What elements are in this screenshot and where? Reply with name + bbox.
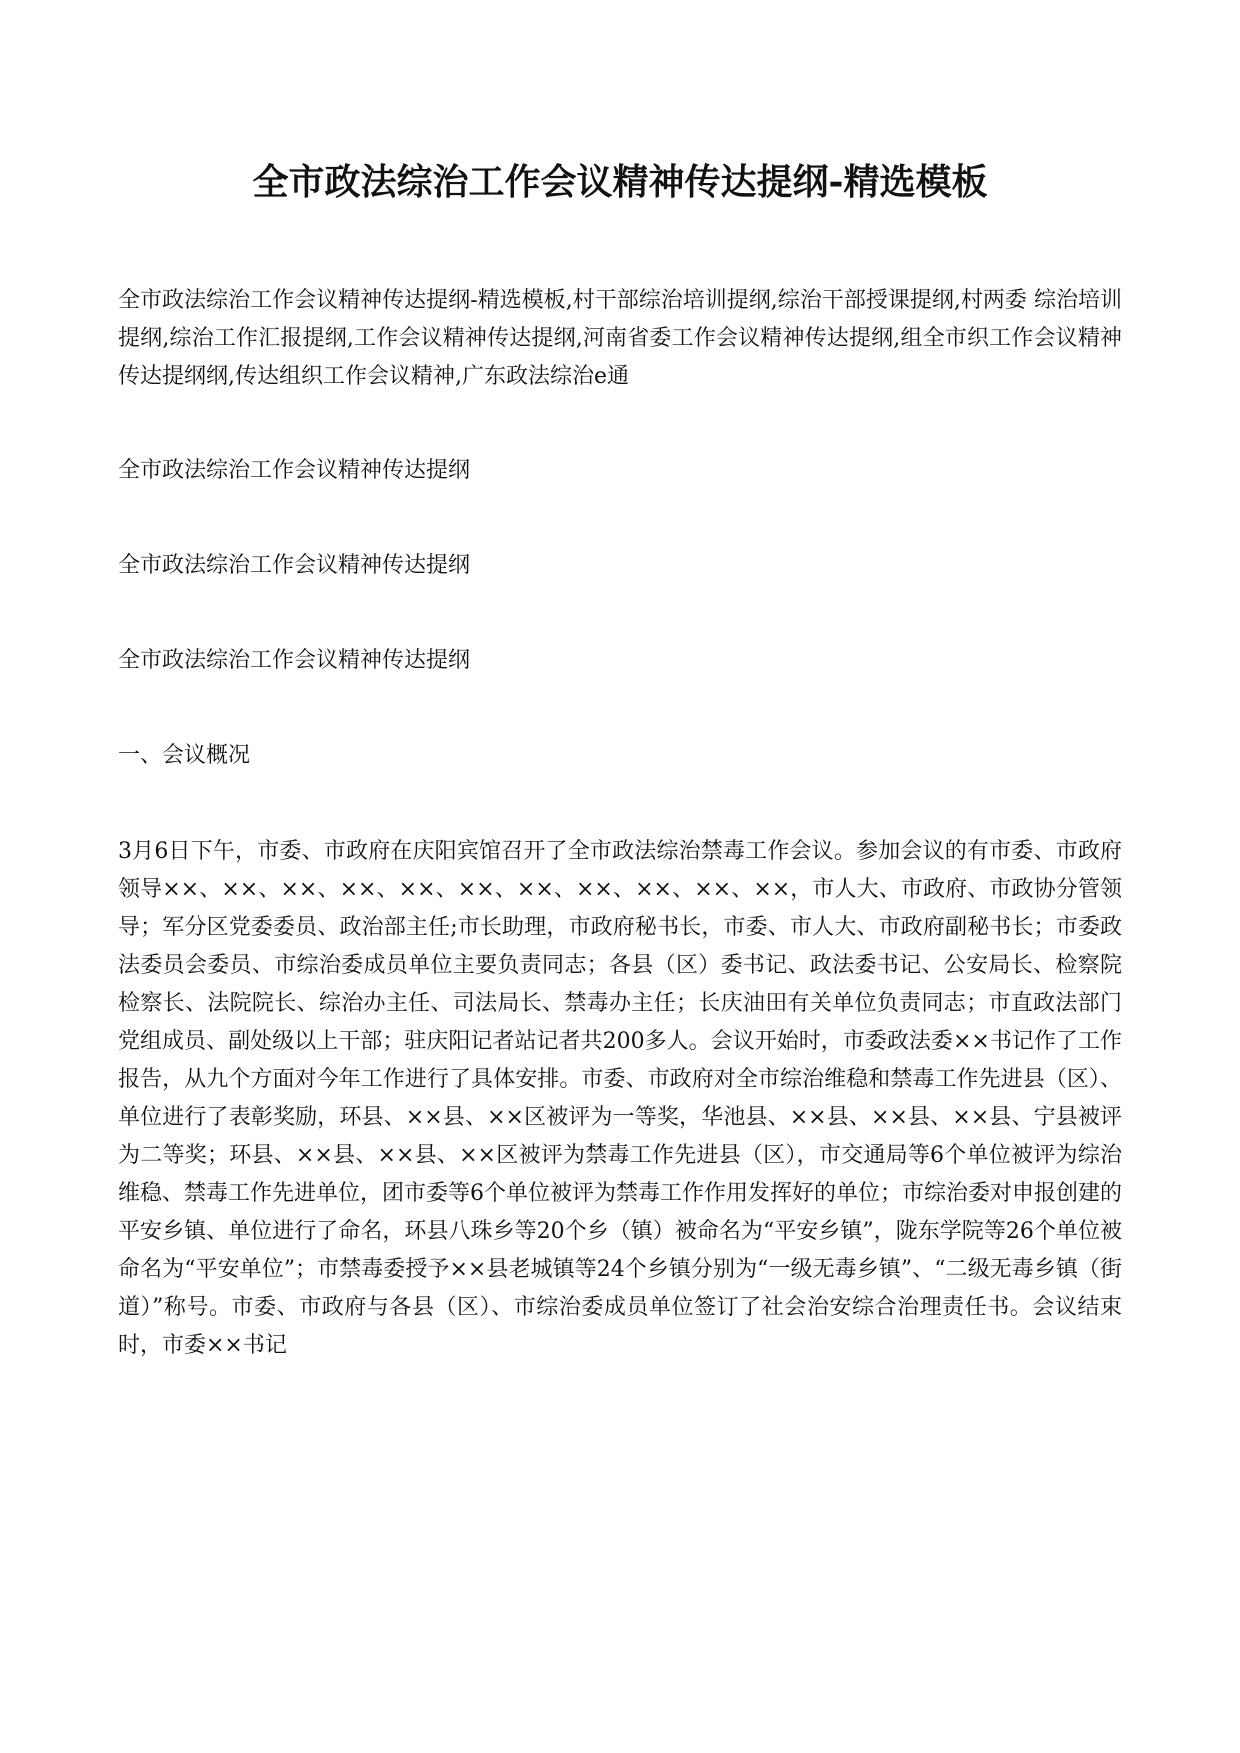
body-paragraph: 3月6日下午，市委、市政府在庆阳宾馆召开了全市政法综治禁毒工作会议。参加会议的有市委、市政府领导××、××、××、××、××、××、××、××、××、××、××，市人大、市政府、市政协分管领导；军分区党委委员、政治部主任;市长助理，市政府秘书长，市委、市人大、市政府副秘书长；市委政法委员会委员、市综治委成员单位主要负责同志；各县（区）委书记、政法委书记、公安局长、检察院检察长、法院院长、综治办主任、司法局长、禁毒办主任；长庆油田有关单位负责同志；市直政法部门党组成员、副处级以上干部；驻庆阳记者站记者共200多人。会议开始时，市委政法委××书记作了工作报告，从九个方面对今年工作进行了具体安排。市委、市政府对全市综治维稳和禁毒工作先进县（区）、单位进行了表彰奖励，环县、××县、××区被评为一等奖，华池县、××县、××县、××县、宁县被评为二等奖；环县、××县、××县、××区被评为禁毒工作先进县（区），市交通局等6个单位被评为综治维稳、禁毒工作先进单位，团市委等6个单位被评为禁毒工作作用发挥好的单位；市综治委对申报创建的平安乡镇、单位进行了命名，环县八珠乡等20个乡（镇）被命名为“平安乡镇”，陇东学院等26个单位被命名为“平安单位”；市禁毒委授予××县老城镇等24个乡镇分别为“一级无毒乡镇”、“二级无毒乡镇（街道）”称号。市委、市政府与各县（区）、市综治委成员单位签订了社会治安综合治理责任书。会议结束时，市委××书记 xyxy=(118,839,1123,1358)
keywords-paragraph: 全市政法综治工作会议精神传达提纲-精选模板,村干部综治培训提纲,综治干部授课提纲,村两委 综治培训提纲,综治工作汇报提纲,工作会议精神传达提纲,河南省委工作会议精神传达提纲,组全市织工作会议精神传达提纲纲,传达组织工作会议精神,广东政法综治e通 xyxy=(118,288,1122,389)
repeated-title-1: 全市政法综治工作会议精神传达提纲 xyxy=(118,458,471,483)
section-heading: 一、会议概况 xyxy=(118,743,251,768)
repeated-title-3: 全市政法综治工作会议精神传达提纲 xyxy=(118,648,471,673)
repeated-title-2: 全市政法综治工作会议精神传达提纲 xyxy=(118,553,471,578)
document-title: 全市政法综治工作会议精神传达提纲-精选模板 xyxy=(252,161,988,203)
document-content xyxy=(118,282,1122,1365)
